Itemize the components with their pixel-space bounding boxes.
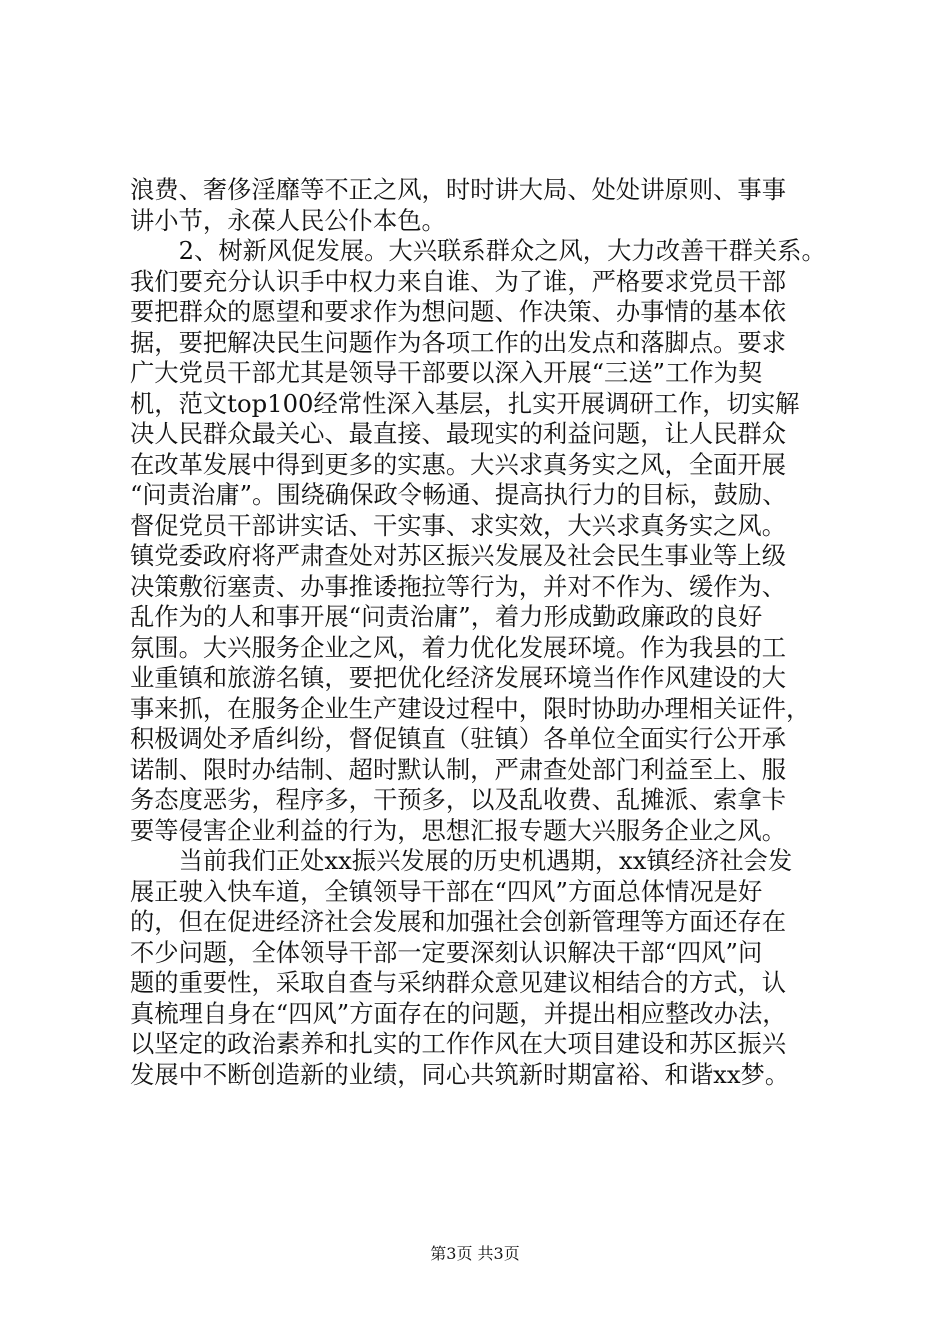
text-line-26: 不少问题，全体领导干部一定要深刻认识解决干部“四风”问 — [130, 937, 763, 967]
text-line-19: 积极调处矛盾纠纷，督促镇直（驻镇）各单位全面实行公开承 — [130, 724, 787, 753]
text-line-8: 机，范文top100经常性深入基层，扎实开展调研工作，切实解 — [130, 388, 800, 418]
text-line-20: 诺制、限时办结制、超时默认制，严肃查处部门利益至上、服 — [130, 754, 787, 784]
text-line-6: 据，要把解决民生问题作为各项工作的出发点和落脚点。要求 — [130, 327, 787, 357]
text-line-10: 在改革发展中得到更多的实惠。大兴求真务实之风，全面开展 — [130, 449, 787, 479]
text-line-1: 浪费、奢侈淫靡等不正之风，时时讲大局、处处讲原则、事事 — [130, 175, 787, 204]
text-line-16: 氛围。大兴服务企业之风，着力优化发展环境。作为我县的工 — [130, 632, 787, 662]
text-line-14: 决策敷衍塞责、办事推诿拖拉等行为，并对不作为、缓作为、 — [130, 571, 787, 601]
text-line-12: 督促党员干部讲实话、干实事、求实效，大兴求真务实之风。 — [130, 510, 787, 540]
text-line-17: 业重镇和旅游名镇，要把优化经济发展环境当作作风建设的大 — [130, 663, 787, 692]
text-line-25: 的，但在促进经济社会发展和加强社会创新管理等方面还存在 — [130, 907, 787, 936]
text-line-7: 广大党员干部尤其是领导干部要以深入开展“三送”工作为契 — [130, 358, 763, 387]
text-line-24: 展正驶入快车道，全镇领导干部在“四风”方面总体情况是好 — [130, 876, 763, 906]
text-line-22: 要等侵害企业利益的行为，思想汇报专题大兴服务企业之风。 — [130, 815, 787, 845]
text-line-15: 乱作为的人和事开展“问责治庸”，着力形成勤政廉政的良好 — [130, 602, 763, 631]
page-number-footer: 第3页 共3页 — [430, 1244, 520, 1263]
text-line-23: 当前我们正处xx振兴发展的历史机遇期，xx镇经济社会发 — [130, 846, 793, 875]
text-line-21: 务态度恶劣，程序多，干预多，以及乱收费、乱摊派、索拿卡 — [130, 785, 787, 814]
text-line-30: 发展中不断创造新的业绩，同心共筑新时期富裕、和谐xx梦。 — [130, 1059, 790, 1089]
text-line-3: 2、树新风促发展。大兴联系群众之风，大力改善干群关系。 — [130, 236, 826, 265]
text-line-11: “问责治庸”。围绕确保政令畅通、提高执行力的目标，鼓励、 — [130, 480, 787, 509]
text-line-13: 镇党委政府将严肃查处对苏区振兴发展及社会民生事业等上级 — [130, 541, 787, 570]
text-line-4: 我们要充分认识手中权力来自谁、为了谁，严格要求党员干部 — [130, 266, 787, 296]
text-line-2: 讲小节，永葆人民公仆本色。 — [130, 205, 446, 235]
text-line-29: 以坚定的政治素养和扎实的工作作风在大项目建设和苏区振兴 — [130, 1029, 787, 1058]
text-line-28: 真梳理自身在“四风”方面存在的问题，并提出相应整改办法， — [130, 998, 787, 1028]
body-text — [130, 175, 830, 1090]
text-line-5: 要把群众的愿望和要求作为想问题、作决策、办事情的基本依 — [130, 297, 787, 326]
text-line-27: 题的重要性，采取自查与采纳群众意见建议相结合的方式，认 — [130, 968, 787, 997]
text-line-9: 决人民群众最关心、最直接、最现实的利益问题，让人民群众 — [130, 419, 787, 448]
text-line-18: 事来抓，在服务企业生产建设过程中，限时协助办理相关证件， — [130, 693, 811, 723]
